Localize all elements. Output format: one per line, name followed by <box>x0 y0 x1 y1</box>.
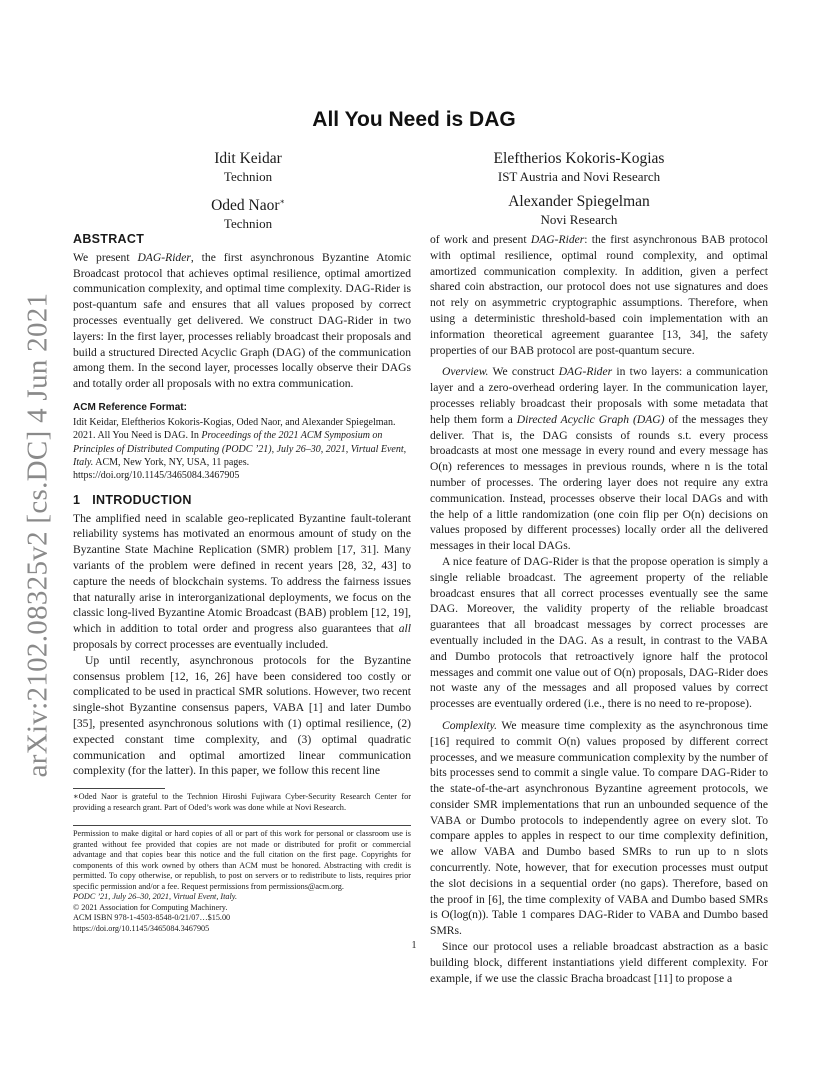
paper-title: All You Need is DAG <box>312 108 516 131</box>
copyright-line: © 2021 Association for Computing Machinery. <box>73 902 228 912</box>
author-affiliation: Technion <box>223 169 273 184</box>
body-paragraph: Since our protocol uses a reliable broadcast abstraction as a basic building block, different instantiations yield different complexity. For example, if we use the classic Bracha broadcast [11] to propose a <box>430 940 768 985</box>
section-heading-introduction: 1 INTRODUCTION <box>73 492 192 507</box>
author-name: Alexander Spiegelman <box>508 193 650 210</box>
author-block <box>98 149 398 185</box>
body-paragraph: of work and present DAG-Rider: the first asynchronous BAB protocol with optimal resilience, optimal round complexity, and optimal amortized communication complexity. In addition, given a perfect shared coin abstraction, our protocol does not use signatures and does not rely on asymmetric cryptographic assumptions. Therefore, when using a deterministic threshold-based coin implementation with an information theoretical agreement guarantee [13, 34], the safety properties of our BAB protocol are post-quantum secure. <box>430 233 768 357</box>
arxiv-watermark <box>14 292 62 778</box>
author-block <box>98 192 398 232</box>
arxiv-id: arXiv:2102.08325v2 [cs.DC] 4 Jun 2021 <box>21 292 54 778</box>
abstract-heading: ABSTRACT <box>73 232 145 246</box>
intro-paragraph: The amplified need in scalable geo-replicated Byzantine fault-tolerant reliability systems has motivated an enormous amount of study on the Byzantine State Machine Replication (SMR) problem [17, 31]. Many variants of the problem were defined in recent years [28, 32, 43] to capture the needs of blockchain systems. To address the fairness issues that naturally arise in interorganizational deployments, we focus on the classic long-lived Byzantine Atomic Broadcast (BAB) problem [12, 19], which in addition to total order and progress also guarantees that all proposals by correct processes are eventually included. <box>73 511 411 651</box>
complexity-paragraph: Complexity. We measure time complexity as the asynchronous time [16] required to commit O(n) values proposed by different correct processes, and we measure communication complexity by the number of bits processes send to commit a single value. To compare DAG-Rider to the state-of-the-art asynchronous Byzantine agreement protocols, we consider SMR implementations that run an unbounded sequence of the VABA or Dumbo protocols to independently agree on every slot. To compare apples to apples in respect to our time complexity definition, we allow VABA and Dumbo based SMRs to run up to n slots concurrently. Note, however, that for execution processes must output the slot decisions in a sequential order (no gaps). Therefore, based on the proof in [6], the time complexity of VABA and Dumbo based SMRs is O(log(n)). Table 1 compares DAG-Rider to VABA and Dumbo based SMRs. <box>430 718 768 938</box>
overview-paragraph: Overview. We construct DAG-Rider in two layers: a communication layer and a zero-overhead ordering layer. In the communication layer, processes reliably broadcast their proposals with some metadata that help them form a Directed Acyclic Graph (DAG) of the messages they deliver. That is, the DAG consists of rounds s.t. every process broadcasts at most one message in every round and every message has O(n) references to messages in previous rounds, where n is the total number of processes. The ordering layer does not require any extra communication. Instead, processes observe their local DAGs and with the help of a little randomization (one coin flip per O(n) decisions on values proposed by different processes) locally order all the delivered messages in their local DAGs. <box>430 365 768 553</box>
footnote: ∗Oded Naor is grateful to the Technion Hiroshi Fujiwara Cyber-Security Research Center for providing a research grant. Part of Oded’s work was done while at Novi Research. <box>73 792 411 812</box>
right-column <box>430 232 768 986</box>
isbn-line: ACM ISBN 978-1-4503-8548-0/21/07…$15.00 <box>73 913 231 923</box>
author-block <box>429 149 729 185</box>
left-column <box>73 232 411 934</box>
body-paragraph: A nice feature of DAG-Rider is that the propose operation is simply a single reliable broadcast. The agreement property of the reliable broadcast ensures that all correct processes eventually see the same DAG. Moreover, the validity property of the reliable broadcast guarantees that all broadcast messages by correct processes are eventually included in the DAG. As a result, in contrast to the VABA and Dumbo protocols that retroactively ignore half the protocol messages and commit one value out of O(n) proposals, DAG-Rider does not waste any of the messages and all proposed values by correct processes are eventually ordered (i.e., there is no need to re-propose). <box>430 554 768 711</box>
author-affiliation: Novi Research <box>540 212 618 227</box>
author-affiliation: Technion <box>223 216 273 232</box>
acm-reference-text: Idit Keidar, Eleftherios Kokoris-Kogias, Oded Naor, and Alexander Spiegelman. 2021. All You Need is DAG. In Proceedings of the 2021 ACM Symposium on Principles of Distributed Computing (PODC ’21), July 26–30, 2021, Virtual Event, Italy. ACM, New York, NY, USA, 11 pages. https://doi.org/10.1145/3465084.3467905 <box>73 416 407 482</box>
footnote-mark: ∗ <box>279 197 285 206</box>
author-name: Idit Keidar <box>214 150 282 167</box>
author-name: Oded Naor∗ <box>211 197 285 215</box>
venue-line: PODC ’21, July 26–30, 2021, Virtual Event, Italy. <box>73 892 238 902</box>
footnote-rule <box>73 788 165 789</box>
acm-reference-heading: ACM Reference Format: <box>73 401 187 413</box>
author-affiliation: IST Austria and Novi Research <box>497 169 661 184</box>
author-block <box>429 192 729 228</box>
doi-line: https://doi.org/10.1145/3465084.3467905 <box>73 923 210 933</box>
intro-paragraph: Up until recently, asynchronous protocols for the Byzantine consensus problem [12, 16, 26] have been considered too costly or complicated to be used in practical SMR solutions. However, two recent single-shot Byzantine consensus papers, VABA [1] and later Dumbo [35], presented asynchronous solutions with (1) optimal resilience, (2) expected constant time complexity, and (3) optimal quadratic communication and optimal amortized linear communication complexity (for the latter). In this paper, we follow this recent line <box>73 653 411 778</box>
page-number: 1 <box>411 940 417 951</box>
abstract-text: We present DAG-Rider, the first asynchronous Byzantine Atomic Broadcast protocol that achieves optimal resilience, optimal amortized communication complexity, and optimal time complexity. DAG-Rider is post-quantum safe and ensures that all values proposed by correct processes eventually get delivered. We construct DAG-Rider in two layers: In the first layer, processes reliably broadcast their proposals and build a structured Directed Acyclic Graph (DAG) of the communication among them. In the second layer, processes locally observe their DAGs and totally order all proposals with no extra communication. <box>73 250 412 391</box>
author-name: Eleftherios Kokoris-Kogias <box>493 150 665 167</box>
permission-rule <box>73 825 411 826</box>
permission-notice: Permission to make digital or hard copies of all or part of this work for personal or classroom use is granted without fee provided that copies are not made or distributed for profit or commercial advantage and that copies bear this notice and the full citation on the first page. Copyrights for components of this work owned by others than ACM must be honored. Abstracting with credit is permitted. To copy otherwise, or republish, to post on servers or to redistribute to lists, requires prior specific permission and/or a fee. Request permissions from permissions@acm.org. <box>73 829 411 891</box>
